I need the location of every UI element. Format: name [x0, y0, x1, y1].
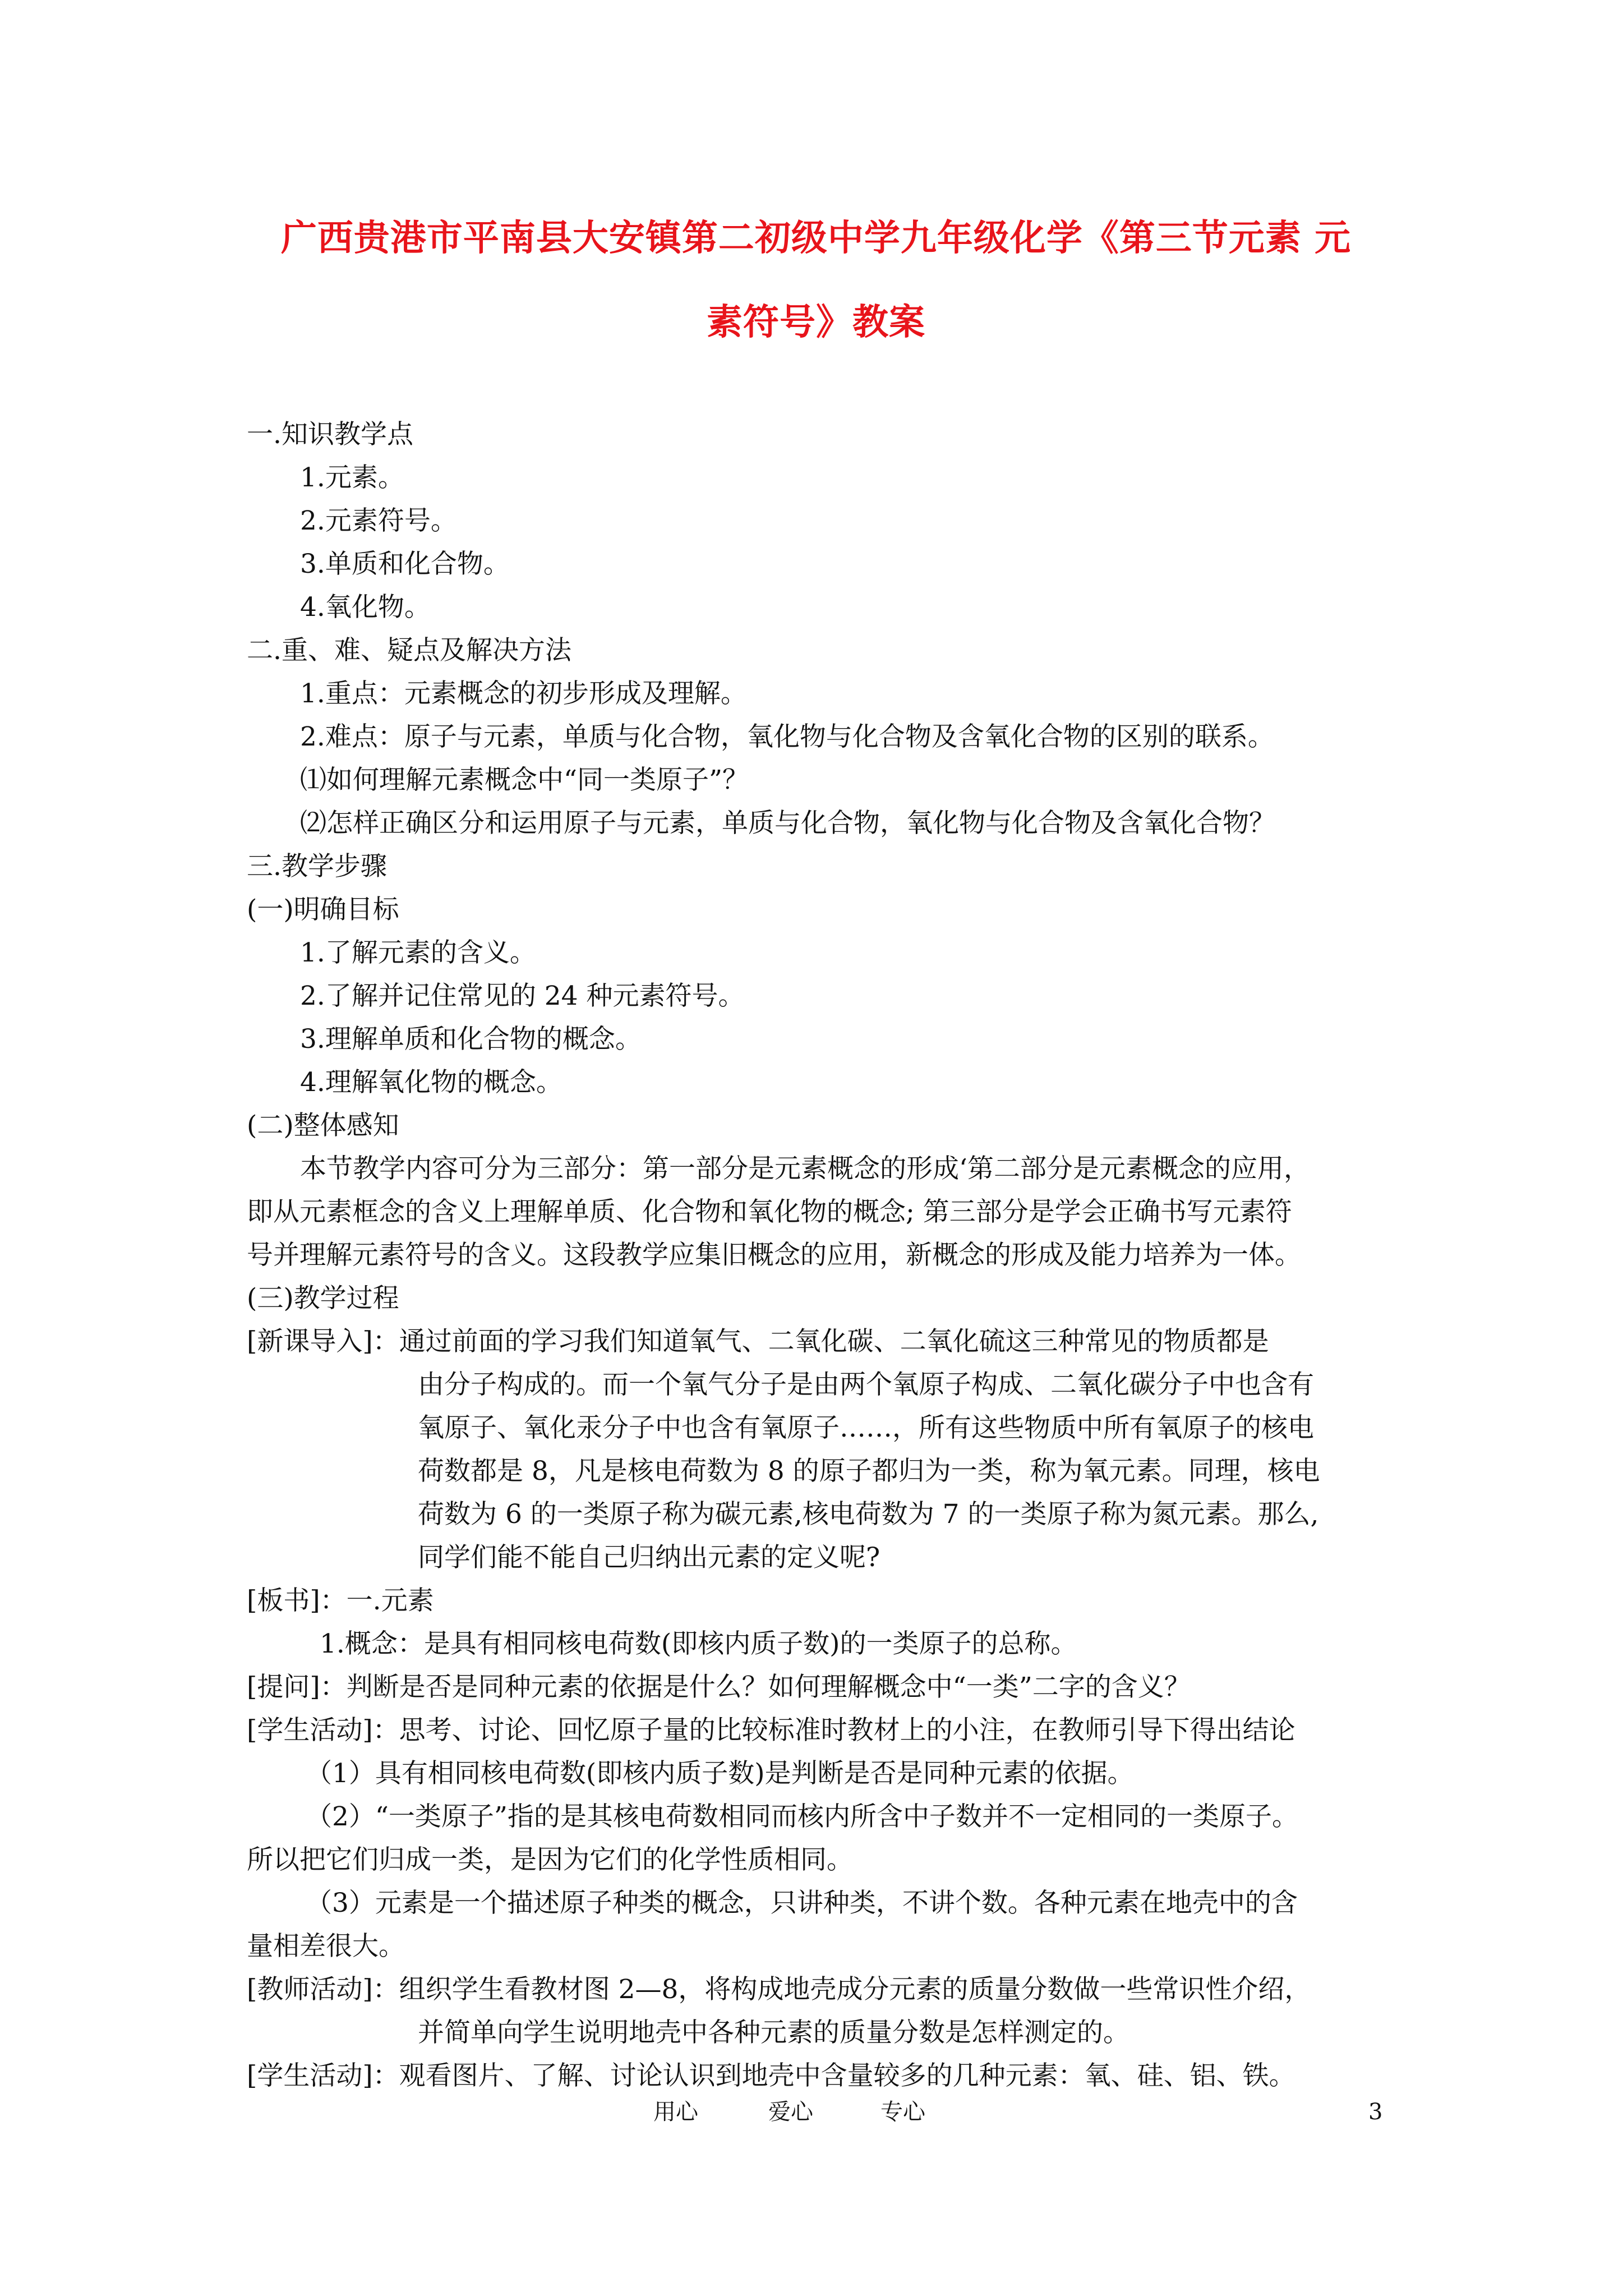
- paragraph-line: 本节教学内容可分为三部分：第一部分是元素概念的形成‘第二部分是元素概念的应用，: [300, 1153, 1310, 1184]
- section-heading-knowledge-points: 一.知识教学点: [247, 419, 413, 450]
- paragraph-line: 1.概念：是具有相同核电荷数(即核内质子数)的一类原子的总称。: [320, 1628, 1077, 1659]
- paragraph-line: 量相差很大。: [247, 1931, 405, 1962]
- paragraph-line: （2）“一类原子”指的是其核电荷数相同而核内所含中子数并不一定相同的一类原子。: [306, 1801, 1298, 1832]
- subsection-heading-overview: (二)整体感知: [247, 1110, 399, 1141]
- section-heading-teaching-steps: 三.教学步骤: [247, 851, 387, 882]
- paragraph-line: 所以把它们归成一类，是因为它们的化学性质相同。: [247, 1844, 853, 1875]
- paragraph-line: ⑵怎样正确区分和运用原子与元素，单质与化合物，氧化物与化合物及含氧化合物？: [300, 808, 1275, 839]
- document-title-line-2: 素符号》教案: [707, 301, 925, 343]
- paragraph-line: （1）具有相同核电荷数(即核内质子数)是判断是否是同种元素的依据。: [306, 1758, 1134, 1789]
- list-item: 3.单质和化合物。: [300, 549, 510, 579]
- paragraph-line: [学生活动]：思考、讨论、回忆原子量的比较标准时教材上的小注，在教师引导下得出结论: [247, 1715, 1295, 1746]
- list-item: 1.了解元素的含义。: [300, 937, 536, 968]
- paragraph-line: 即从元素框念的含义上理解单质、化合物和氧化物的概念; 第三部分是学会正确书写元素符: [247, 1197, 1292, 1227]
- paragraph-line: [新课导入]：通过前面的学习我们知道氧气、二氧化碳、二氧化硫这三种常见的物质都是: [247, 1326, 1269, 1357]
- paragraph-line: 荷数为 6 的一类原子称为碳元素,核电荷数为 7 的一类原子称为氮元素。那么,: [418, 1499, 1319, 1530]
- paragraph-line: 由分子构成的。而一个氧气分子是由两个氧原子构成、二氧化碳分子中也含有: [418, 1369, 1314, 1400]
- document-title-line-1: 广西贵港市平南县大安镇第二初级中学九年级化学《第三节元素 元: [280, 217, 1352, 259]
- paragraph-line: 号并理解元素符号的含义。这段教学应集旧概念的应用，新概念的形成及能力培养为一体。: [247, 1240, 1301, 1271]
- paragraph-line: （3）元素是一个描述原子种类的概念，只讲种类，不讲个数。各种元素在地壳中的含: [306, 1888, 1298, 1918]
- paragraph-line: 同学们能不能自己归纳出元素的定义呢?: [418, 1542, 880, 1573]
- list-item: 2.了解并记住常见的 24 种元素符号。: [300, 981, 745, 1011]
- paragraph-line: 荷数都是 8，凡是核电荷数为 8 的原子都归为一类，称为氧元素。同理，核电: [418, 1456, 1320, 1487]
- paragraph-line: 氧原子、氧化汞分子中也含有氧原子……，所有这些物质中所有氧原子的核电: [418, 1412, 1314, 1443]
- paragraph-line: [提问]：判断是否是同种元素的依据是什么？如何理解概念中“一类”二字的含义？: [247, 1672, 1191, 1703]
- paragraph-line: 并简单向学生说明地壳中各种元素的质量分数是怎样测定的。: [418, 2017, 1129, 2048]
- paragraph-line: 2.难点：原子与元素，单质与化合物，氧化物与化合物及含氧化合物的区别的联系。: [300, 721, 1274, 752]
- footer-text-3: 专心: [880, 2099, 925, 2125]
- subsection-heading-goals: (一)明确目标: [247, 894, 399, 925]
- page-number: 3: [1368, 2099, 1383, 2125]
- paragraph-line: [板书]：一.元素: [247, 1585, 434, 1616]
- list-item: 3.理解单质和化合物的概念。: [300, 1024, 642, 1055]
- section-heading-key-points: 二.重、难、疑点及解决方法: [247, 635, 571, 666]
- paragraph-line: [学生活动]：观看图片、了解、讨论认识到地壳中含量较多的几种元素：氧、硅、铝、铁。: [247, 2060, 1295, 2091]
- list-item: 4.理解氧化物的概念。: [300, 1067, 562, 1098]
- list-item: 2.元素符号。: [300, 505, 457, 536]
- paragraph-line: ⑴如何理解元素概念中“同一类原子”？: [300, 765, 749, 795]
- subsection-heading-process: (三)教学过程: [247, 1283, 399, 1314]
- list-item: 4.氧化物。: [300, 592, 431, 623]
- paragraph-line: 1.重点：元素概念的初步形成及理解。: [300, 678, 747, 709]
- footer-text-1: 用心: [653, 2099, 698, 2125]
- paragraph-line: [教师活动]：组织学生看教材图 2—8，将构成地壳成分元素的质量分数做一些常识性介绍，: [247, 1974, 1311, 2005]
- list-item: 1.元素。: [300, 462, 404, 493]
- footer-text-2: 爱心: [768, 2099, 813, 2125]
